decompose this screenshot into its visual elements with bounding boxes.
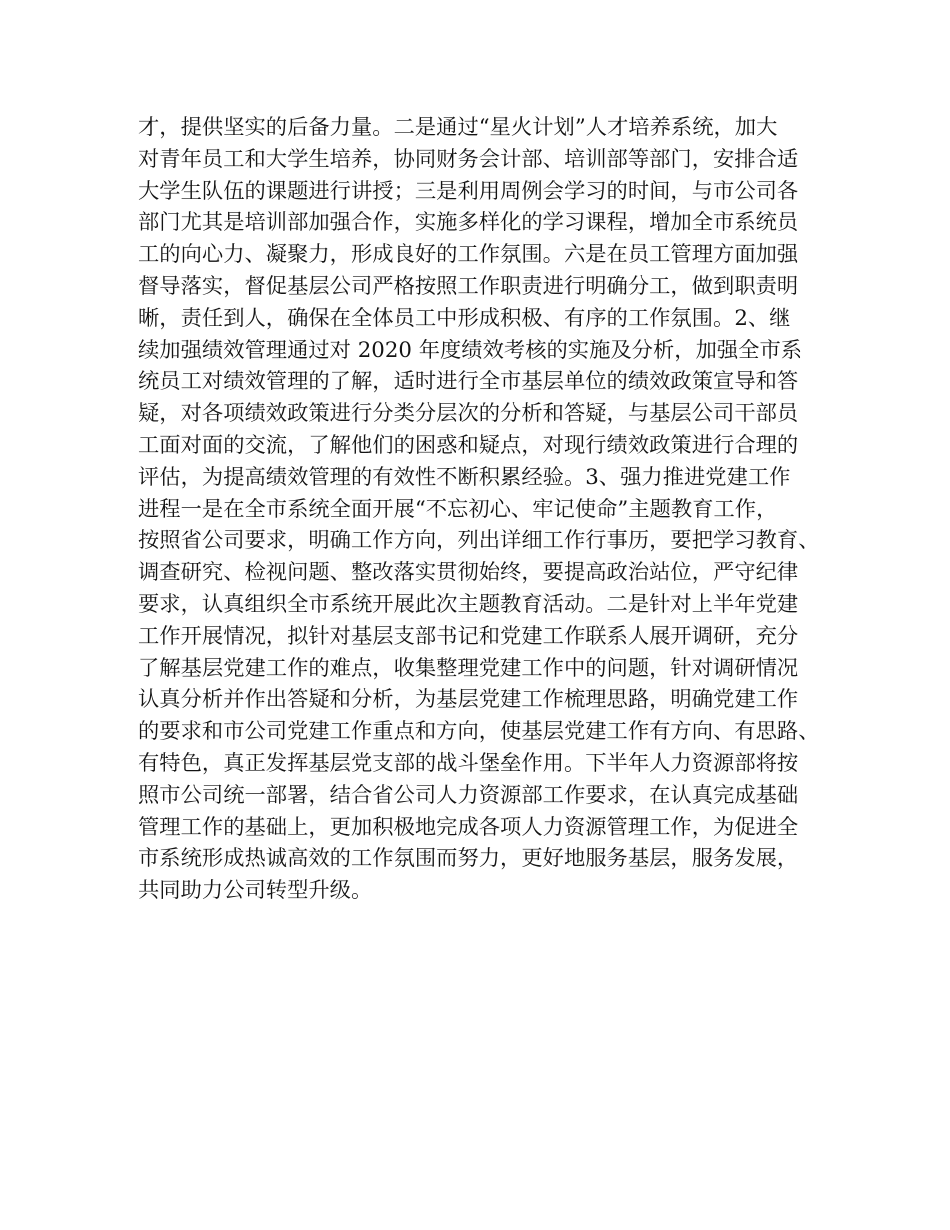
text-line: 大学生队伍的课题进行讲授；三是利用周例会学习的时间，与市公司各	[138, 178, 799, 204]
text-line: 调查研究、检视问题、整改落实贯彻始终，要提高政治站位，严守纪律	[138, 560, 799, 586]
text-line: 晰，责任到人，确保在全体员工中形成积极、有序的工作氛围。2、继	[138, 305, 791, 331]
text-line: 照市公司统一部署，结合省公司人力资源部工作要求，在认真完成基础	[138, 782, 799, 808]
text-line: 进程一是在全市系统全面开展“不忘初心、牢记使命”主题教育工作，	[138, 496, 778, 522]
text-line: 了解基层党建工作的难点，收集整理党建工作中的问题，针对调研情况	[138, 655, 799, 681]
text-line: 的要求和市公司党建工作重点和方向，使基层党建工作有方向、有思路、	[138, 719, 820, 745]
text-line: 才，提供坚实的后备力量。二是通过“星火计划”人才培养系统，加大	[138, 115, 778, 140]
text-line: 疑，对各项绩效政策进行分类分层次的分析和答疑，与基层公司干部员	[138, 401, 799, 427]
text-line: 有特色，真正发挥基层党支部的战斗堡垒作用。下半年人力资源部将按	[138, 750, 799, 776]
text-line: 评估，为提高绩效管理的有效性不断积累经验。3、强力推进党建工作	[138, 464, 791, 490]
text-line: 工面对面的交流，了解他们的困惑和疑点，对现行绩效政策进行合理的	[138, 432, 799, 458]
text-line: 要求，认真组织全市系统开展此次主题教育活动。二是针对上半年党建	[138, 591, 799, 617]
text-line: 按照省公司要求，明确工作方向，列出详细工作行事历，要把学习教育、	[138, 528, 820, 554]
text-line: 市系统形成热诚高效的工作氛围而努力，更好地服务基层，服务发展，	[138, 846, 799, 872]
text-line: 共同助力公司转型升级。	[138, 878, 373, 904]
text-line: 统员工对绩效管理的了解，适时进行全市基层单位的绩效政策宣导和答	[138, 369, 799, 395]
text-line: 对青年员工和大学生培养，协同财务会计部、培训部等部门，安排合适	[138, 146, 799, 172]
text-line: 部门尤其是培训部加强合作，实施多样化的学习课程，增加全市系统员	[138, 210, 799, 236]
text-line: 督导落实，督促基层公司严格按照工作职责进行明确分工，做到职责明	[138, 273, 799, 299]
text-line: 续加强绩效管理通过对 2020 年度绩效考核的实施及分析，加强全市系	[138, 337, 803, 363]
text-line: 认真分析并作出答疑和分析，为基层党建工作梳理思路，明确党建工作	[138, 687, 799, 713]
text-line: 工的向心力、凝聚力，形成良好的工作氛围。六是在员工管理方面加强	[138, 242, 799, 268]
text-line: 工作开展情况，拟针对基层支部书记和党建工作联系人展开调研，充分	[138, 623, 799, 649]
body-paragraph	[138, 112, 828, 907]
text-line: 管理工作的基础上，更加积极地完成各项人力资源管理工作，为促进全	[138, 814, 799, 840]
